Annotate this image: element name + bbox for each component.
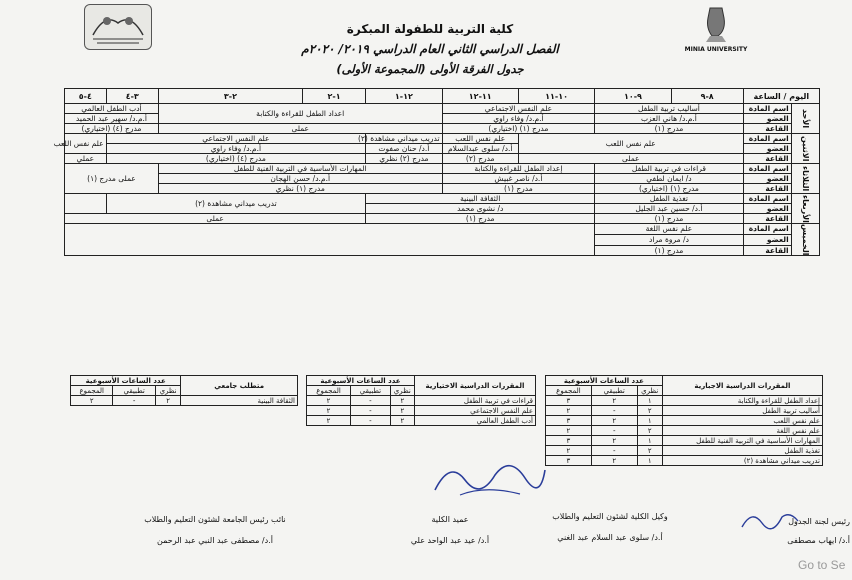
course-cell: تدريب ميداني مشاهدة (٢): [106, 194, 366, 214]
member-cell: أ.د/ سلوى عبدالسلام: [442, 144, 518, 154]
signature-name: أ.د/ مصطفى عبد النبي عبد الرحمن: [157, 536, 273, 545]
member-cell: د/ مروة مراد: [595, 234, 743, 245]
total-hours: ٣: [546, 416, 592, 426]
university-logo-text: MINIA UNIVERSITY: [684, 46, 748, 53]
practical-hours: -: [351, 406, 391, 416]
row-label-hall: القاعة: [743, 124, 791, 134]
row-label-subject: اسم المادة: [743, 194, 791, 204]
course-cell: تغذية الطفل: [595, 194, 743, 204]
theory-hours: ٢: [155, 396, 180, 406]
theory-hours: ١: [637, 456, 662, 466]
hall-cell: مدرج (١): [595, 245, 743, 256]
course-cell: علم النفس الاجتماعي: [442, 104, 595, 114]
col-total: المجموع: [546, 386, 592, 396]
practical-hours: -: [351, 396, 391, 406]
university-hours-title: عدد الساعات الأسبوعية: [71, 376, 181, 386]
theory-hours: ٢: [637, 446, 662, 456]
col-total: المجموع: [307, 386, 351, 396]
hall-cell: مدرج (٢): [442, 154, 518, 164]
member-cell: د/ ايمان لطفي: [595, 174, 743, 184]
course-name: أساليب تربية الطفل: [662, 406, 822, 416]
row-label-hall: القاعة: [743, 245, 791, 256]
signature-title: رئيس لجنة الجدول: [788, 517, 850, 526]
university-title: متطلب جامعي: [181, 376, 298, 396]
day-thursday: الخميس: [791, 224, 819, 256]
row-label-subject: اسم المادة: [743, 134, 791, 144]
practical-hours: -: [591, 446, 637, 456]
theory-hours: ١: [637, 396, 662, 406]
signature-scribble-icon: [430, 450, 550, 500]
practical-hours: ٢: [591, 456, 637, 466]
theory-hours: ٢: [637, 426, 662, 436]
course-cell: أساليب تربية الطفل: [595, 104, 743, 114]
practical-hours: ٢: [591, 396, 637, 406]
signature-name: أ.د/ عيد عبد الواحد علي: [410, 536, 490, 545]
member-cell: أ.م.د/ حسن الهجان: [158, 174, 442, 184]
time-header: ٨-٩: [671, 89, 743, 104]
practical-hours: ٢: [591, 416, 637, 426]
time-header: ١-٢: [302, 89, 365, 104]
course-cell: اعداد الطفل للقراءة والكتابة: [158, 104, 442, 124]
elective-hours-title: عدد الساعات الأسبوعية: [307, 376, 415, 386]
mandatory-hours-title: عدد الساعات الأسبوعية: [546, 376, 663, 386]
col-practical: تطبيقي: [113, 386, 155, 396]
hall-cell: مدرج (٢) نظري: [366, 154, 442, 164]
course-name: تغذية الطفل: [662, 446, 822, 456]
member-cell: أ.د/ حسين عبد الجليل: [595, 204, 743, 214]
hall-cell: مدرج (١): [442, 184, 595, 194]
member-cell: د/ نشوى محمد: [366, 204, 595, 214]
signature-block: [520, 512, 700, 542]
time-header: ٢-٣: [158, 89, 302, 104]
total-hours: ٢: [307, 416, 351, 426]
course-name: إعداد الطفل للقراءة والكتابة: [662, 396, 822, 406]
time-header: ٩-١٠: [595, 89, 671, 104]
hall-cell: عملى: [65, 214, 366, 224]
course-cell: عملى مدرج (١): [65, 164, 159, 194]
time-header: ١٠-١١: [518, 89, 594, 104]
schedule-title: جدول الفرقة الأولى (المجموعة الأولى): [336, 62, 524, 76]
hall-cell: مدرج (١) (اختياري): [442, 124, 595, 134]
signature-title: نائب رئيس الجامعة لشئون التعليم والطلاب: [144, 515, 286, 524]
time-header: ١١-١٢: [442, 89, 518, 104]
empty-cell: [65, 224, 595, 256]
course-cell: علم نفس اللغة: [595, 224, 743, 235]
course-cell: إعداد الطفل للقراءة والكتابة: [442, 164, 595, 174]
theory-hours: ٢: [390, 406, 414, 416]
hall-cell: مدرج (١): [595, 124, 743, 134]
total-hours: ٢: [546, 406, 592, 416]
hall-cell: مدرج (١): [595, 214, 743, 224]
theory-hours: ١: [637, 436, 662, 446]
activation-watermark: Go to Se: [798, 558, 846, 572]
hall-cell: عملي: [65, 154, 107, 164]
college-title: كلية التربية للطفولة المبكرة: [346, 22, 514, 36]
empty-cell: [65, 194, 107, 214]
mandatory-title: المقررات الدراسية الاجبارية: [662, 376, 822, 396]
hall-cell: مدرج (٤) (اختياري): [65, 124, 159, 134]
schedule-table: [53, 88, 820, 256]
course-cell: علم نفس اللعب: [518, 134, 743, 154]
hall-cell: مدرج (١) (اختياري): [595, 184, 743, 194]
member-cell: أ.م.د/ وفاء راوي: [106, 144, 366, 154]
hall-cell: عملى: [518, 154, 743, 164]
university-logo: [684, 2, 748, 58]
total-hours: ٢: [546, 426, 592, 436]
time-header: ٣-٤: [106, 89, 158, 104]
day-monday: الاثنين: [791, 134, 819, 164]
hall-cell: مدرج (٤) (اختياري): [106, 154, 366, 164]
hall-cell: مدرج (١) نظري: [158, 184, 442, 194]
course-cell: المهارات الأساسية في التربية الفنية للطفل: [158, 164, 442, 174]
row-label-member: العضو: [743, 174, 791, 184]
course-cell: قراءات في تربية الطفل: [595, 164, 743, 174]
practical-hours: -: [591, 406, 637, 416]
course-name: علم نفس اللعب: [662, 416, 822, 426]
total-hours: ٣: [546, 396, 592, 406]
hall-cell: عملى: [158, 124, 442, 134]
row-label-subject: اسم المادة: [743, 104, 791, 114]
total-hours: ٣: [546, 456, 592, 466]
nefertiti-logo-icon: [696, 2, 736, 42]
member-cell: أ.د/ ناصر غبيش: [442, 174, 595, 184]
day-tuesday: الثلاثاء: [791, 164, 819, 194]
time-header: ٤-٥: [65, 89, 107, 104]
course-cell: تدريب ميداني مشاهدة (٢): [366, 134, 442, 144]
signature-name: أ.د/ ايهاب مصطفى: [787, 536, 850, 545]
signature-title: عميد الكلية: [431, 515, 469, 524]
row-label-member: العضو: [743, 204, 791, 214]
total-hours: ٢: [546, 446, 592, 456]
elective-courses-table: [306, 375, 536, 426]
course-cell: علم نفس اللعب: [65, 134, 107, 154]
member-cell: أ.م.د/ سهير عبد الحميد: [65, 114, 159, 124]
practical-hours: ٢: [591, 436, 637, 446]
children-logo-icon: [85, 5, 151, 49]
total-hours: ٢: [307, 396, 351, 406]
row-label-member: العضو: [743, 114, 791, 124]
practical-hours: -: [113, 396, 155, 406]
course-cell: الثقافة البينية: [366, 194, 595, 204]
theory-hours: ١: [637, 416, 662, 426]
corner-cell: اليوم / الساعة: [743, 89, 819, 104]
col-theory: نظري: [390, 386, 414, 396]
row-label-subject: اسم المادة: [743, 224, 791, 235]
col-practical: تطبيقي: [351, 386, 391, 396]
corner-day: اليوم: [789, 91, 810, 101]
row-label-member: العضو: [743, 144, 791, 154]
semester-title: الفصل الدراسي الثاني العام الدراسي ٢٠١٩/ ٢٠٢٠م: [301, 42, 559, 56]
row-label-hall: القاعة: [743, 154, 791, 164]
corner-time: الساعة: [753, 91, 781, 101]
course-cell: علم نفس اللعب: [442, 134, 518, 144]
signature-block: [375, 515, 525, 545]
course-name: تدريب ميداني مشاهدة (٢): [662, 456, 822, 466]
total-hours: ٢: [71, 396, 113, 406]
course-name: الثقافة البينية: [181, 396, 298, 406]
course-name: علم النفس الاجتماعي: [414, 406, 535, 416]
practical-hours: -: [591, 426, 637, 436]
course-name: المهارات الأساسية في التربية الفنية للطفل: [662, 436, 822, 446]
signature-block: [690, 517, 850, 545]
theory-hours: ٢: [637, 406, 662, 416]
row-label-member: العضو: [743, 234, 791, 245]
row-label-hall: القاعة: [743, 184, 791, 194]
university-requirement-table: [70, 375, 298, 406]
mandatory-courses-table: [545, 375, 823, 466]
row-label-subject: اسم المادة: [743, 164, 791, 174]
day-sunday: الأحد: [791, 104, 819, 134]
total-hours: ٢: [307, 406, 351, 416]
course-name: علم نفس اللغة: [662, 426, 822, 436]
signature-name: أ.د/ سلوى عبد السلام عبد الغني: [557, 533, 663, 542]
col-total: المجموع: [71, 386, 113, 396]
hall-cell: مدرج (١): [366, 214, 595, 224]
col-theory: نظري: [155, 386, 180, 396]
signature-block: [95, 515, 335, 545]
course-name: أدب الطفل العالمي: [414, 416, 535, 426]
row-label-hall: القاعة: [743, 214, 791, 224]
theory-hours: ٢: [390, 396, 414, 406]
course-cell: أدب الطفل العالمي: [65, 104, 159, 114]
member-cell: أ.م.د/ هاني العزب: [595, 114, 743, 124]
signature-title: وكيل الكلية لشئون التعليم والطلاب: [552, 512, 668, 521]
col-practical: تطبيقي: [591, 386, 637, 396]
total-hours: ٣: [546, 436, 592, 446]
theory-hours: ٢: [390, 416, 414, 426]
elective-title: المقررات الدراسية الاختيارية: [414, 376, 535, 396]
faculty-logo: [84, 4, 152, 50]
member-cell: أ.م.د/ وفاء راوي: [442, 114, 595, 124]
practical-hours: -: [351, 416, 391, 426]
day-wednesday: الأربعاء: [791, 194, 819, 224]
time-header: ١٢-١: [366, 89, 442, 104]
member-cell: أ.د/ حنان صفوت: [366, 144, 442, 154]
course-name: قراءات في تربية الطفل: [414, 396, 535, 406]
course-cell: علم النفس الاجتماعي: [106, 134, 366, 144]
col-theory: نظري: [637, 386, 662, 396]
